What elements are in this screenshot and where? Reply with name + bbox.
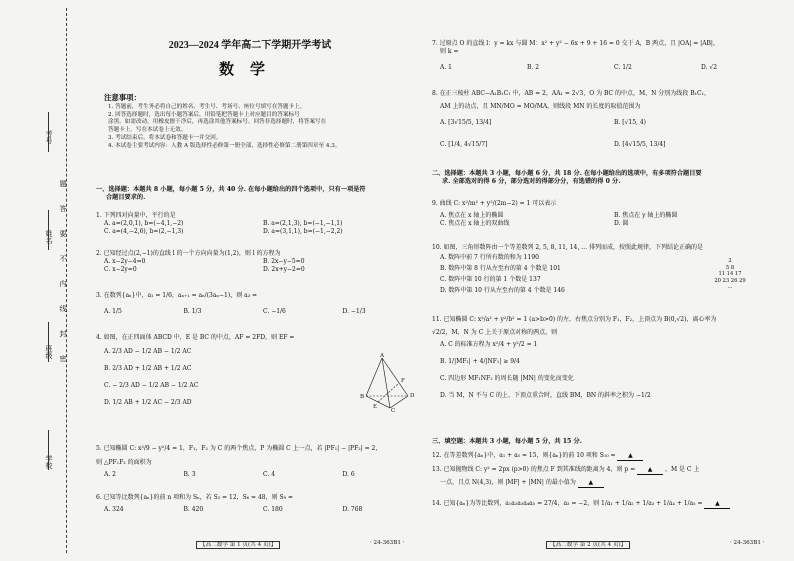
option-d: D. a=(3,1,1), b=(−1,−2,2) bbox=[263, 228, 343, 236]
array-row: 20 23 26 29 bbox=[714, 277, 746, 284]
section-1-heading: 一、选择题：本题共 8 小题，每小题 5 分，共 40 分. 在每小题给出的四个选项中，只有一项是符 合题目要求的. bbox=[96, 186, 366, 202]
option-a: A. C 的标准方程为 x²/4 + y²/2 = 1 bbox=[440, 341, 538, 349]
section-3-heading: 三、填空题：本题共 3 小题，每小题 5 分，共 15 分. bbox=[432, 438, 582, 445]
option-d: D. 圆 bbox=[614, 220, 629, 228]
notice-item: 3. 考试结束后，将本试卷和答题卡一并交回。 bbox=[108, 134, 222, 141]
label-a: A bbox=[380, 353, 384, 359]
edge-ad bbox=[382, 358, 408, 396]
notice-item: 答题卡上。写在本试卷上无效。 bbox=[108, 127, 187, 134]
label-e: E bbox=[373, 404, 378, 410]
option-b: B. 2/3 AD + 1/2 AB + 1/2 AC bbox=[104, 365, 192, 373]
option-b: B. [√15, 4) bbox=[614, 119, 646, 127]
notice-item: 1. 答题前，考生务必将自己的姓名、考生号、考场号、座位号填写在答题卡上。 bbox=[108, 104, 306, 110]
question-5: 5. 已知椭圆 C: x²/9 − y²/4 = 1，F₁，F₂ 为 C 的两个焦点，P 为椭圆 C 上一点，若 |PF₁| − |PF₂| = 2， 则 △PF₁F₂ 的面积为 A. 2 B. 3 C. 4 D. 6 bbox=[96, 445, 422, 479]
answer-blank: ▲ bbox=[617, 452, 643, 461]
seal-char-6: 封 bbox=[59, 330, 67, 337]
right-page-code: · 24-363B1 · bbox=[730, 540, 765, 546]
seal-char-4: 内 bbox=[59, 280, 67, 287]
seal-char-2: 要 bbox=[59, 230, 67, 237]
answer-blank: ▲ bbox=[637, 466, 663, 475]
question-9: 9. 曲线 C: x²/m² + y²/(2m−2) = 1 可以表示 A. 焦点在 x 轴上的椭圆 B. 焦点在 y 轴上的椭圆 C. 焦点在 x 轴上的双曲线 D. 圆 bbox=[432, 200, 788, 228]
option-d: D. 6 bbox=[342, 471, 355, 479]
notice-block bbox=[108, 104, 418, 150]
option-b: B. 1/|MF₁| + 4/|NF₁| ≥ 9/4 bbox=[440, 358, 520, 366]
right-page-footer bbox=[546, 540, 630, 548]
notice-item: 4. 本试卷主要考试内容：人教 A 版选择性必修第一册全部，选择性必修第二册第四章至 4.3。 bbox=[108, 142, 341, 149]
option-a: A. 1 bbox=[440, 64, 452, 72]
option-c: C. − 2/3 AD − 1/2 AB − 1/2 AC bbox=[104, 382, 199, 390]
left-page-footer bbox=[196, 540, 280, 548]
school-label: 学校 bbox=[45, 455, 53, 469]
option-b: B. 1/3 bbox=[183, 308, 202, 316]
option-a: A. [3√15/5, 13/4] bbox=[440, 119, 492, 127]
question-11: 11. 已知椭圆 C: x²/a² + y²/b² = 1 (a>b>0) 的左、右焦点分别为 F₁，F₂，上顶点为 B(0,√2)，离心率为 √2/2，M，N 为 C 上关于原点对称的两点，则 A. C 的标准方程为 x²/4 + y²/2 = 1 B. 1/|MF₁| + 4/|NF₁| ≥ 9/4 C. 四边形 MF₁NF₂ 的周长随 |MN| 的变化而变化 D. 当 M，N 不与 C 的上、下顶点重合时，直线 BM，BN 的斜率之积为 −1/2 bbox=[432, 316, 788, 401]
option-c: C. 四边形 MF₁NF₂ 的周长随 |MN| 的变化而变化 bbox=[440, 375, 574, 383]
array-row: 5 8 bbox=[725, 264, 735, 271]
page-number: 【高二数学 第 2 页(共 4 页)】 bbox=[546, 541, 630, 549]
question-8: 8. 在正三棱柱 ABC−A₁B₁C₁ 中，AB = 2，AA₁ = 2√3，O 为 BC 的中点，M，N 分别为线段 B₁C₁， AM 上的动点，且 MN/MO = MO/MA，则线段 MN 的长度的取值范围为 A. [3√15/5, 13/4] B. [√15, 4) C. [1/4, 4√15/7] D. [4√15/5, 13/4] bbox=[432, 90, 788, 149]
tetrahedron-figure bbox=[360, 352, 422, 412]
option-d: D. 当 M，N 不与 C 的上、下顶点重合时，直线 BM，BN 的斜率之积为 −1/2 bbox=[440, 392, 651, 400]
option-b: B. 2 bbox=[527, 64, 540, 72]
option-d: D. 数阵中第 10 行从左至右的第 4 个数是 146 bbox=[440, 287, 565, 295]
option-a: A. 324 bbox=[104, 506, 124, 514]
option-c: C. 180 bbox=[263, 506, 283, 514]
section-2-heading: 二、选择题：本题共 3 小题，每小题 6 分，共 18 分. 在每小题给出的选项中，有多项符合题目要 求. 全部选对的得 6 分，部分选对的得部分分，有选错的得 0 分. bbox=[432, 170, 702, 186]
left-page-code: · 24-363B1 · bbox=[370, 540, 405, 546]
name-line bbox=[48, 210, 49, 250]
seal-char-0: 题 bbox=[59, 180, 67, 187]
option-d: D. −1/3 bbox=[342, 308, 366, 316]
option-c: C. 1/2 bbox=[614, 64, 632, 72]
notice-item: 2. 回答选择题时，选出每小题答案后，用铅笔把答题卡上对应题目的答案标号 bbox=[108, 111, 300, 118]
question-12: 12. 在等差数列{aₙ}中，a₁ + a₅ = 15，则{aₙ}的前 10 项和 S₁₀ = ▲ bbox=[432, 452, 788, 461]
answer-blank: ▲ bbox=[704, 500, 730, 509]
option-b: B. 焦点在 y 轴上的椭圆 bbox=[614, 212, 678, 220]
label-c: C bbox=[391, 408, 396, 412]
answer-blank: ▲ bbox=[578, 479, 604, 488]
question-6: 6. 已知等比数列{aₙ}的前 n 项和为 Sₙ，若 S₃ = 12，S₆ = 48，则 S₉ = A. 324 B. 420 C. 180 D. 768 bbox=[96, 494, 422, 514]
edge-cd bbox=[390, 396, 408, 408]
option-c: C. −1/6 bbox=[263, 308, 286, 316]
option-a: A. x−2y−4=0 bbox=[104, 258, 146, 266]
question-2: 2. 已知经过点(2,−1)的直线 l 的一个方向向量为(1,2)，则 l 的方程为 A. x−2y−4=0 B. 2x−y−5=0 C. x−2y=0 D. 2x+y−2=0 bbox=[96, 250, 422, 274]
exam-title: 2023—2024 学年高二下学期开学考试 bbox=[168, 40, 332, 51]
option-d: D. √2 bbox=[701, 64, 718, 72]
option-b: B. 2x−y−5=0 bbox=[263, 258, 305, 266]
option-c: C. 4 bbox=[263, 471, 276, 479]
question-10: 10. 如图，三角形数阵由一个等差数列 2, 5, 8, 11, 14, … 排列而成，按照此规律，下列结论正确的是 A. 数阵中前 7 行所有数的和为 1190 B. 数阵中第 8 行从左至右的第 4 个数是 101 C. 数阵中第 10 行的第 1 个数是 137 D. 数阵中第 10 行从左至右的第 4 个数是 146 bbox=[432, 244, 788, 295]
question-4: 4. 如图，在正四面体 ABCD 中，E 是 BC 的中点，AF = 2FD，则 EF = A. 2/3 AD − 1/2 AB − 1/2 AC B. 2/3 AD + 1/2 AB + 1/2 AC C. − 2/3 AD − 1/2 AB − 1/2 AC D. 1/2 AB + 1/2 AC − 2/3 AD bbox=[96, 334, 422, 407]
option-c: C. [1/4, 4√15/7] bbox=[440, 141, 488, 149]
option-b: B. 3 bbox=[183, 471, 196, 479]
notice-item: 涂黑。如需改动，用橡皮擦干净后，再选涂其他答案标号。回答非选择题时，将答案写在 bbox=[108, 119, 327, 126]
option-a: A. 焦点在 x 轴上的椭圆 bbox=[440, 212, 504, 220]
seal-char-3: 不 bbox=[59, 255, 67, 262]
option-a: A. 1/5 bbox=[104, 308, 122, 316]
option-b: B. 420 bbox=[183, 506, 204, 514]
option-c: C. 数阵中第 10 行的第 1 个数是 137 bbox=[440, 276, 541, 284]
array-row: 11 14 17 bbox=[718, 271, 742, 277]
subject-title: 数学 bbox=[218, 62, 281, 78]
array-row: … bbox=[727, 284, 733, 290]
exam-no-label: 考号 bbox=[45, 130, 53, 144]
option-d: D. 1/2 AB + 1/2 AC − 2/3 AD bbox=[104, 399, 192, 407]
option-c: C. x−2y=0 bbox=[104, 266, 137, 274]
question-14: 14. 已知{aₙ}为等比数列，a₁a₂a₃a₄a₅ = 27/4，a₃ = −2，则 1/a₁ + 1/a₂ + 1/a₃ + 1/a₄ + 1/a₅ = ▲ bbox=[432, 500, 788, 509]
class-line bbox=[48, 322, 49, 362]
edge-ac bbox=[382, 358, 390, 408]
label-d: D bbox=[410, 393, 415, 399]
seal-char-1: 答 bbox=[59, 205, 67, 212]
page-number: 【高二数学 第 1 页(共 4 页)】 bbox=[196, 541, 280, 549]
seal-char-5: 线 bbox=[59, 305, 67, 312]
option-c: C. a=(4,−2,6), b=(2,−1,3) bbox=[104, 228, 184, 236]
question-1: 1. 下列四对向量中，平行的是 A. a=(2,0,1), b=(−4,1,−2) B. a=(2,1,3), b=(−1,−1,1) C. a=(4,−2,6), b=(2,−1,3) D. a=(3,1,1), b=(−1,−2,2) bbox=[96, 212, 422, 236]
option-b: B. 数阵中第 8 行从左至右的第 4 个数是 101 bbox=[440, 265, 561, 273]
edge-ab bbox=[366, 358, 382, 396]
binding-strip bbox=[0, 0, 90, 561]
option-a: A. 数阵中前 7 行所有数的和为 1190 bbox=[440, 254, 539, 262]
seal-char-7: 密 bbox=[59, 355, 67, 362]
option-a: A. a=(2,0,1), b=(−4,1,−2) bbox=[104, 220, 184, 228]
question-3: 3. 在数列{aₙ}中，a₁ = 1/6，aₙ₊₁ = aₙ/(3aₙ−1)，则 a₃ = A. 1/5 B. 1/3 C. −1/6 D. −1/3 bbox=[96, 292, 422, 316]
label-f: F bbox=[401, 378, 405, 384]
triangular-array bbox=[700, 258, 760, 291]
option-a: A. 2 bbox=[104, 471, 116, 479]
question-13: 13. 已知抛物线 C: y² = 2px (p>0) 的焦点 F 到其准线的距离为 4，则 p = ▲ ，M 是 C 上 一点，且点 N(4,3)，则 |MF| + |MN| 的最小值为 ▲ bbox=[432, 466, 788, 488]
option-c: C. 焦点在 x 轴上的双曲线 bbox=[440, 220, 510, 228]
array-row: 2 bbox=[728, 258, 732, 264]
notice-title: 注意事项： bbox=[104, 93, 141, 102]
label-b: B bbox=[360, 394, 365, 400]
question-7: 7. 过原点 O 的直线 l：y = kx 与圆 M：x² + y² − 6x + 9 + 16 = 0 交于 A，B 两点，且 |OA| = |AB|， 则 k = A. 1 B. 2 C. 1/2 D. √2 bbox=[432, 40, 788, 72]
option-d: D. 2x+y−2=0 bbox=[263, 266, 305, 274]
option-b: B. a=(2,1,3), b=(−1,−1,1) bbox=[263, 220, 343, 228]
option-d: D. 768 bbox=[342, 506, 363, 514]
school-line bbox=[48, 430, 49, 470]
option-d: D. [4√15/5, 13/4] bbox=[614, 141, 666, 149]
option-a: A. 2/3 AD − 1/2 AB − 1/2 AC bbox=[104, 348, 192, 356]
exam-no-line bbox=[48, 112, 49, 152]
name-label: 姓名 bbox=[45, 230, 53, 244]
class-label: 班级 bbox=[45, 345, 53, 359]
